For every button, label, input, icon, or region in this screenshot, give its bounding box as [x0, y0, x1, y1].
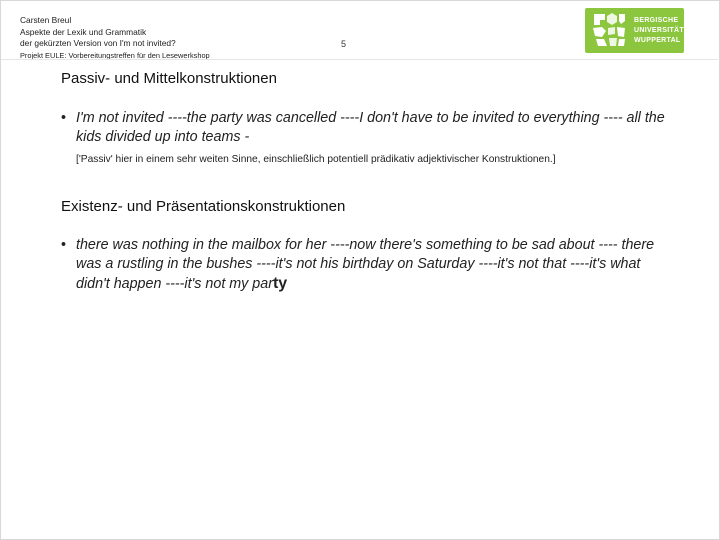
header-divider [1, 59, 720, 60]
section-title-existential: Existenz- und Präsentationskonstruktionen [61, 198, 346, 215]
header-subtitle: Aspekte der Lexik und Grammatik [20, 26, 147, 37]
header-info [20, 15, 210, 61]
passive-note: ['Passiv' hier in einem sehr weiten Sinne, einschließlich potentiell prädikativ adjektivischer Konstruktionen.] [76, 154, 556, 165]
university-emblem-icon [590, 11, 628, 49]
logo-line-3: WUPPERTAL [634, 37, 681, 44]
bullet-existential-main: there was nothing in the mailbox for her ----now there's something to be sad about ---- there was a rustling in the bushes ----it's not his birthday on Saturday ----it's not that ----it's what didn't happen ----it's not my par [76, 237, 655, 292]
header-version: der gekürzten Version von I'm not invited? [20, 38, 176, 48]
logo-text [634, 16, 684, 46]
author-name: Carsten Breul [20, 15, 72, 25]
logo-line-1: BERGISCHE [634, 17, 679, 24]
university-logo [585, 8, 684, 53]
section-title-passive: Passiv- und Mittelkonstruktionen [61, 70, 277, 87]
bullet-existential-text [61, 236, 671, 294]
bullet-passive-text: I'm not invited ----the party was cancelled ----I don't have to be invited to everything ---- all the kids divided up into teams - [76, 110, 665, 145]
bullet-dot: • [61, 110, 67, 126]
bullet-existential [61, 236, 671, 294]
bullet-dot: • [61, 237, 67, 253]
logo-line-2: UNIVERSITÄT [634, 27, 684, 34]
bullet-passive [61, 109, 671, 147]
bullet-existential-end: ty [272, 275, 288, 292]
page-number: 5 [341, 39, 347, 49]
header-project: Projekt EULE: Vorbereitungstreffen für den Lesewerkshop [20, 50, 210, 60]
